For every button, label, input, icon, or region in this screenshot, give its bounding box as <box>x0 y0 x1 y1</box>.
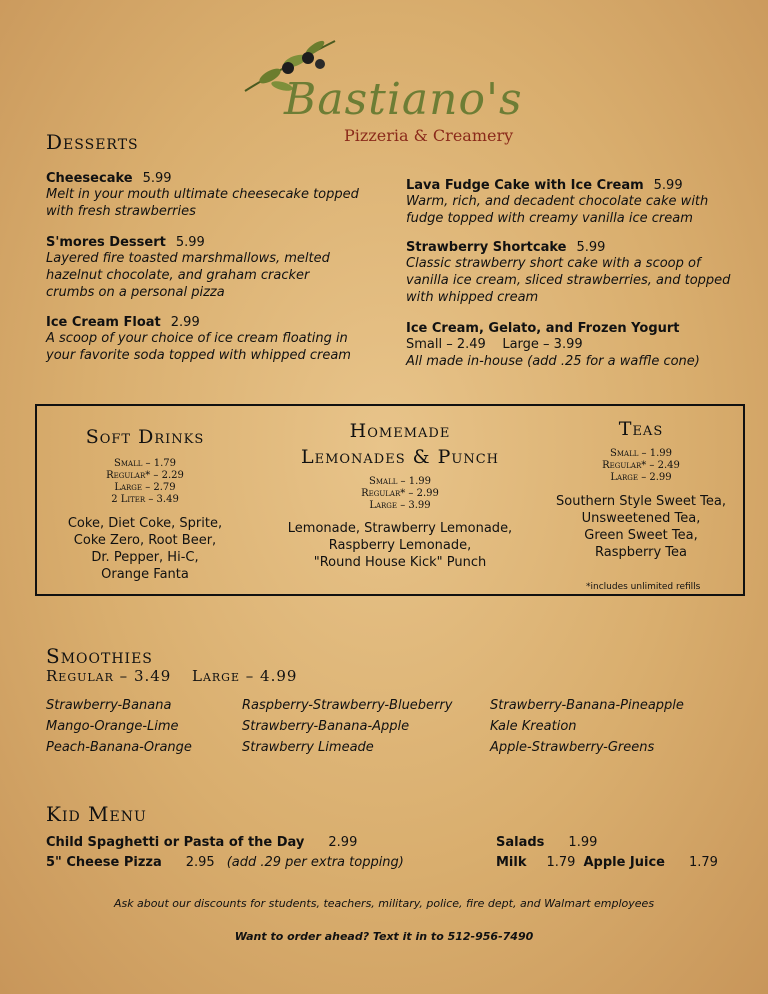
item-name: Lava Fudge Cake with Ice Cream <box>406 178 644 193</box>
item-price: 2.99 <box>328 835 358 850</box>
section-heading: Soft Drinks <box>85 426 205 448</box>
size-price: Regular* – 2.29 <box>106 470 184 481</box>
drink-line: Raspberry Tea <box>595 545 687 560</box>
item-note: All made in-house (add .25 for a waffle cone) <box>406 354 700 369</box>
smoothie-column-3 <box>490 695 684 758</box>
item-name: Cheesecake <box>46 171 133 186</box>
item-note: (add .29 per extra topping) <box>226 855 404 870</box>
dessert-float <box>46 311 376 364</box>
drink-line: Lemonade, Strawberry Lemonade, <box>287 521 513 536</box>
section-heading: Teas <box>618 418 664 440</box>
smoothie-item: Strawberry-Banana-Pineapple <box>490 698 684 713</box>
section-heading: Homemade <box>349 420 451 442</box>
kid-item-pasta <box>46 831 357 850</box>
drink-line: Coke Zero, Root Beer, <box>73 533 217 548</box>
smoothie-item: Peach-Banana-Orange <box>46 740 192 755</box>
kid-item-pizza <box>46 851 404 871</box>
drink-line: Unsweetened Tea, <box>581 511 701 526</box>
size-price: Large – 2.79 <box>114 482 176 493</box>
item-price: 1.79 <box>689 855 718 870</box>
kid-item-salads <box>496 831 597 850</box>
smoothie-item: Apple-Strawberry-Greens <box>490 740 655 755</box>
kid-item-drinks <box>496 851 718 870</box>
size-price: Large – 2.99 <box>610 472 672 483</box>
size-price: Small – 1.99 <box>610 448 672 459</box>
item-name: 5" Cheese Pizza <box>46 855 162 870</box>
item-price: 5.99 <box>175 235 205 250</box>
size-price: Large – 3.99 <box>369 500 431 511</box>
item-price: 2.95 <box>185 855 215 870</box>
drink-line: Southern Style Sweet Tea, <box>556 494 726 509</box>
item-name: Salads <box>496 835 545 850</box>
item-sizes: Small – 2.49 Large – 3.99 <box>406 337 583 352</box>
drink-line: Dr. Pepper, Hi-C, <box>91 550 199 565</box>
section-heading: Lemonades & Punch <box>300 446 500 468</box>
dessert-lava-cake <box>406 174 736 227</box>
item-price: 2.99 <box>170 315 200 330</box>
item-name: Child Spaghetti or Pasta of the Day <box>46 835 305 850</box>
dessert-shortcake <box>406 236 736 306</box>
smoothie-column-1 <box>46 695 192 758</box>
item-name: Ice Cream, Gelato, and Frozen Yogurt <box>406 321 680 336</box>
dessert-smores <box>46 231 346 301</box>
size-price: Small – 1.79 <box>114 458 176 469</box>
smoothie-large-price: Large – 4.99 <box>192 667 298 685</box>
item-price: 1.99 <box>568 835 598 850</box>
size-price: 2 Liter – 3.49 <box>111 494 179 505</box>
dessert-ice-cream <box>406 321 746 370</box>
item-description: Warm, rich, and decadent chocolate cake with fudge topped with creamy vanilla ice cream <box>406 194 709 226</box>
item-description: Layered fire toasted marshmallows, melted hazelnut chocolate, and graham cracker crumbs on a personal pizza <box>46 251 330 300</box>
teas-section <box>536 418 746 561</box>
logo <box>240 36 540 146</box>
item-price: 5.99 <box>142 171 172 186</box>
size-price: Regular* – 2.99 <box>361 488 439 499</box>
logo-tagline: Pizzeria & Creamery <box>344 126 514 145</box>
item-price: 1.79 <box>546 855 576 870</box>
drink-line: Coke, Diet Coke, Sprite, <box>67 516 223 531</box>
smoothies-heading: Smoothies <box>46 644 153 668</box>
smoothie-regular-price: Regular – 3.49 <box>46 667 172 685</box>
smoothie-item: Strawberry Limeade <box>242 740 374 755</box>
logo-name: Bastiano's <box>284 74 523 125</box>
drink-line: Orange Fanta <box>101 567 189 582</box>
desserts-heading: Desserts <box>46 130 139 154</box>
drink-line: Green Sweet Tea, <box>584 528 698 543</box>
item-name: Strawberry Shortcake <box>406 240 567 255</box>
item-price: 5.99 <box>653 178 683 193</box>
item-description: Classic strawberry short cake with a scoop of vanilla ice cream, sliced strawberries, and topped with whipped cream <box>406 256 731 305</box>
size-price: Regular* – 2.49 <box>602 460 680 471</box>
discounts-note: Ask about our discounts for students, teachers, military, police, fire dept, and Walmart employees <box>113 897 655 910</box>
size-price: Small – 1.99 <box>369 476 431 487</box>
item-name: Milk <box>496 855 527 870</box>
order-ahead-note: Want to order ahead? Text it in to 512-956-7490 <box>234 930 534 943</box>
drink-line: Raspberry Lemonade, <box>328 538 472 553</box>
item-name: Ice Cream Float <box>46 315 161 330</box>
smoothie-item: Mango-Orange-Lime <box>46 719 179 734</box>
item-name: S'mores Dessert <box>46 235 166 250</box>
drink-line: "Round House Kick" Punch <box>313 555 487 570</box>
kid-menu-heading: Kid Menu <box>46 802 147 826</box>
smoothie-item: Strawberry-Banana <box>46 698 172 713</box>
item-description: Melt in your mouth ultimate cheesecake topped with fresh strawberries <box>46 187 359 219</box>
smoothie-item: Kale Kreation <box>490 719 577 734</box>
item-description: A scoop of your choice of ice cream floating in your favorite soda topped with whipped cream <box>46 331 351 363</box>
smoothie-item: Strawberry-Banana-Apple <box>242 719 410 734</box>
refills-footnote: *includes unlimited refills <box>586 582 701 592</box>
item-price: 5.99 <box>576 240 606 255</box>
item-name: Apple Juice <box>583 855 665 870</box>
dessert-cheesecake <box>46 167 376 220</box>
soft-drinks-section <box>40 426 250 583</box>
lemonade-section <box>262 418 538 571</box>
smoothie-column-2 <box>242 695 452 758</box>
smoothie-item: Raspberry-Strawberry-Blueberry <box>242 698 453 713</box>
